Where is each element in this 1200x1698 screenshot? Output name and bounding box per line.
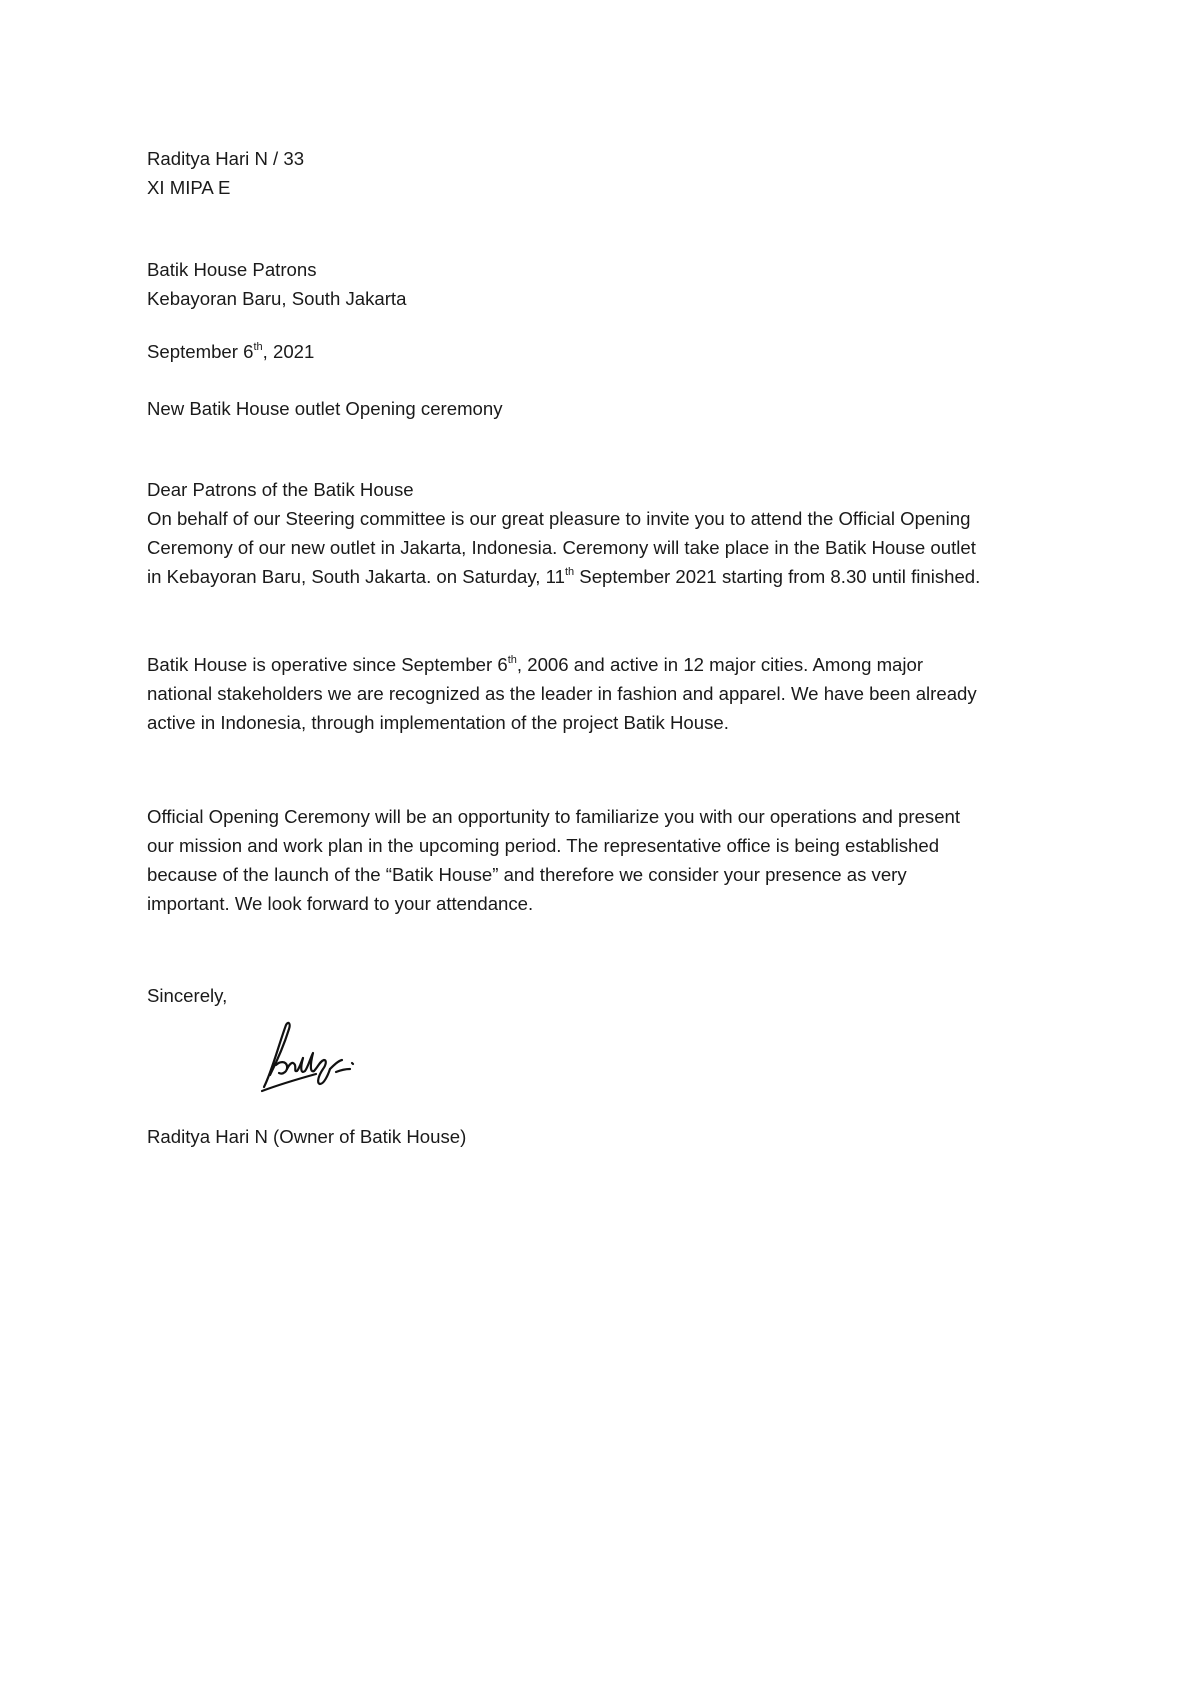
recipient-block xyxy=(147,255,1077,313)
paragraph3-line3: because of the launch of the “Batik House” and therefore we consider your presence as very xyxy=(147,864,907,885)
paragraph1-line1: On behalf of our Steering committee is our great pleasure to invite you to attend the Official Opening xyxy=(147,508,971,529)
handwritten-signature xyxy=(258,1017,358,1095)
recipient-name: Batik House Patrons xyxy=(147,259,317,280)
sender-name-line: Raditya Hari N / 33 xyxy=(147,148,305,169)
paragraph2-line2: national stakeholders we are recognized as the leader in fashion and apparel. We have been already xyxy=(147,683,977,704)
paragraph3-line1: Official Opening Ceremony will be an opportunity to familiarize you with our operations and present xyxy=(147,806,961,827)
sender-block xyxy=(147,144,1077,202)
closing-text: Sincerely, xyxy=(147,985,228,1006)
letter-date xyxy=(147,337,1077,366)
date-prefix: September 6 xyxy=(147,341,254,362)
sender-class-line: XI MIPA E xyxy=(147,177,231,198)
date-rest: , 2021 xyxy=(262,341,315,362)
salutation-and-first-paragraph xyxy=(147,475,1077,591)
signature-name: Raditya Hari N (Owner of Batik House) xyxy=(147,1126,467,1147)
paragraph-2 xyxy=(147,650,1077,737)
paragraph2-line1: Batik House is operative since September 6th, 2006 and active in 12 major cities. Among major xyxy=(147,653,924,675)
paragraph-3 xyxy=(147,802,1077,918)
recipient-address: Kebayoran Baru, South Jakarta xyxy=(147,288,407,309)
paragraph1-line3: in Kebayoran Baru, South Jakarta. on Saturday, 11th September 2021 starting from 8.30 until finished. xyxy=(147,565,981,587)
paragraph3-line2: our mission and work plan in the upcoming period. The representative office is being established xyxy=(147,835,940,856)
paragraph2-line3: active in Indonesia, through implementation of the project Batik House. xyxy=(147,712,729,733)
signature-name-block xyxy=(147,1122,1077,1151)
date-suffix: th xyxy=(253,340,263,353)
subject-text: New Batik House outlet Opening ceremony xyxy=(147,398,503,419)
subject-line xyxy=(147,394,1077,423)
closing xyxy=(147,981,1077,1010)
paragraph3-line4: important. We look forward to your attendance. xyxy=(147,893,534,914)
salutation: Dear Patrons of the Batik House xyxy=(147,479,414,500)
paragraph1-line2: Ceremony of our new outlet in Jakarta, Indonesia. Ceremony will take place in the Batik House outlet xyxy=(147,537,976,558)
